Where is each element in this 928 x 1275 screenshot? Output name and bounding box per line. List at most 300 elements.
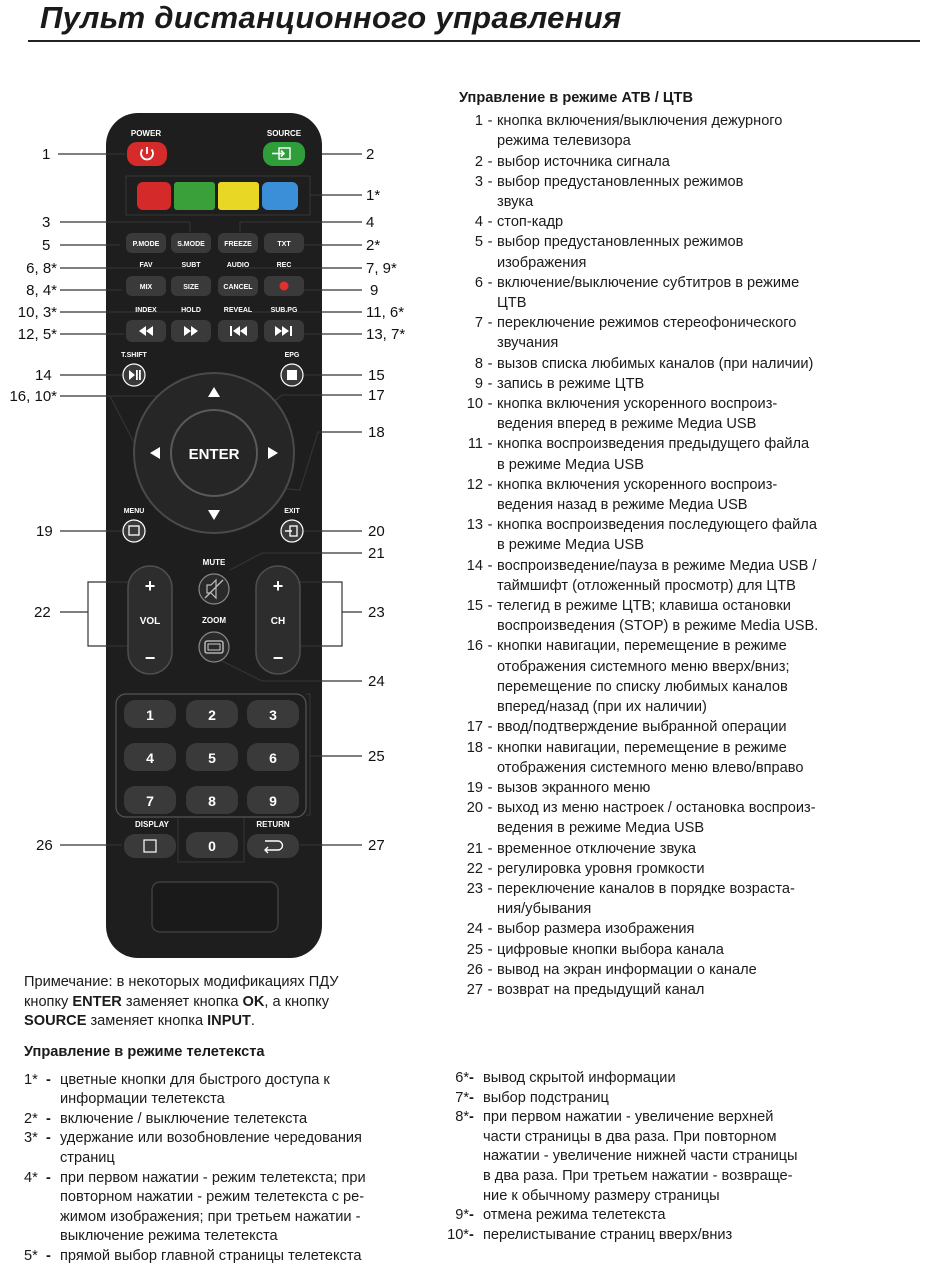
stop-icon xyxy=(287,370,297,380)
item-text xyxy=(497,212,919,232)
return-button[interactable] xyxy=(247,834,299,858)
item-dash: - xyxy=(487,981,493,998)
item-text xyxy=(497,313,919,353)
item-line: вывод на экран информации о канале xyxy=(497,961,757,978)
atv-dtv-heading: Управление в режиме АТВ / ЦТВ xyxy=(459,90,693,106)
item-dash: - xyxy=(487,173,493,190)
function-item xyxy=(459,980,919,1000)
item-dash: - xyxy=(487,315,493,332)
item-line: при первом нажатии - режим телетекста; при xyxy=(60,1169,366,1186)
callout-1: 1 xyxy=(42,146,51,163)
function-item xyxy=(459,636,919,717)
callout-2s: 2* xyxy=(366,237,381,254)
item-text xyxy=(60,1169,414,1247)
item-line: кнопки навигации, перемещение в режиме xyxy=(497,638,787,655)
cancel-label: CANCEL xyxy=(223,284,253,291)
item-text xyxy=(497,980,919,1000)
item-dash: - xyxy=(46,1130,51,1147)
digit-1-button[interactable] xyxy=(124,700,176,728)
item-line: ведения назад в режиме Медиа USB xyxy=(497,497,748,514)
item-line: кнопка воспроизведения предыдущего файла xyxy=(497,436,810,453)
item-number: 4* xyxy=(24,1169,38,1186)
item-line: в режиме Медиа USB xyxy=(497,456,644,473)
digit-3-label: 3 xyxy=(269,707,277,723)
item-number: 7 xyxy=(474,315,483,332)
rec-label: REC xyxy=(276,262,292,269)
item-text xyxy=(483,1069,879,1089)
item-text xyxy=(483,1206,879,1226)
item-number: 26 xyxy=(466,961,483,978)
digit-8-label: 8 xyxy=(208,793,216,809)
item-text xyxy=(497,596,919,636)
callout-5: 5 xyxy=(42,237,51,254)
item-line: стоп-кадр xyxy=(497,214,564,231)
item-text xyxy=(497,778,919,798)
function-item xyxy=(459,960,919,980)
item-number: 8* xyxy=(455,1109,469,1126)
item-dash: - xyxy=(487,274,493,291)
item-text xyxy=(60,1247,414,1267)
blue-key[interactable] xyxy=(262,182,298,210)
item-dash: - xyxy=(469,1070,474,1086)
item-dash: - xyxy=(487,941,493,958)
item-dash: - xyxy=(487,355,493,372)
item-text xyxy=(497,515,919,555)
item-line: включение/выключение субтитров в режиме xyxy=(497,274,800,291)
callout-9: 9 xyxy=(370,282,379,299)
function-item xyxy=(459,859,919,879)
red-key[interactable] xyxy=(137,182,171,210)
item-line: страниц xyxy=(60,1149,115,1166)
item-text xyxy=(497,273,919,313)
teletext-item xyxy=(24,1247,414,1267)
item-text xyxy=(483,1108,879,1206)
item-dash: - xyxy=(46,1169,51,1186)
page-title: Пульт дистанционного управления xyxy=(40,0,622,35)
callout-16-10: 16, 10* xyxy=(9,388,57,405)
volume-down-button[interactable]: − xyxy=(144,648,156,668)
zoom-button[interactable] xyxy=(199,632,229,662)
item-dash: - xyxy=(487,517,493,534)
callout-3: 3 xyxy=(42,214,51,231)
enter-label: ENTER xyxy=(188,446,240,463)
item-number: 6 xyxy=(474,274,483,291)
subpg-label: SUB.PG xyxy=(270,307,298,314)
item-number: 14 xyxy=(466,557,483,574)
item-line: в режиме Медиа USB xyxy=(497,537,644,554)
item-text xyxy=(497,556,919,596)
item-dash: - xyxy=(487,719,493,736)
item-dash: - xyxy=(487,113,493,130)
callout-22: 22 xyxy=(34,604,51,621)
exit-label: EXIT xyxy=(284,508,300,515)
item-number: 22 xyxy=(466,860,483,877)
callout-23: 23 xyxy=(368,604,385,621)
item-dash: - xyxy=(487,800,493,817)
function-item xyxy=(459,152,919,172)
item-text xyxy=(60,1071,414,1110)
txt-label: TXT xyxy=(277,241,291,248)
item-line: вызов списка любимых каналов (при наличии) xyxy=(497,355,814,372)
digit-0-button[interactable] xyxy=(186,832,238,858)
digit-4-label: 4 xyxy=(146,750,154,766)
item-text xyxy=(60,1110,414,1130)
teletext-heading: Управление в режиме телетекста xyxy=(24,1044,265,1060)
digit-2-label: 2 xyxy=(208,707,216,723)
function-item xyxy=(459,839,919,859)
item-number: 7* xyxy=(455,1089,469,1106)
digit-9-label: 9 xyxy=(269,793,277,809)
smode-label: S.MODE xyxy=(177,241,205,248)
item-line: цифровые кнопки выбора канала xyxy=(497,941,724,958)
item-dash: - xyxy=(46,1247,51,1264)
freeze-button[interactable] xyxy=(218,233,258,253)
menu-label: MENU xyxy=(123,508,145,515)
item-line: таймшифт (отложенный просмотр) для ЦТВ xyxy=(497,577,796,594)
item-text xyxy=(497,152,919,172)
item-dash: - xyxy=(487,557,493,574)
item-line: ЦТВ xyxy=(497,295,527,312)
item-line: выбор источника сигнала xyxy=(497,153,670,170)
freeze-label: FREEZE xyxy=(224,241,252,248)
item-number: 13 xyxy=(466,517,483,534)
item-number: 11 xyxy=(467,436,483,453)
callout-13-7: 13, 7* xyxy=(366,326,406,343)
item-line: кнопка включения ускоренного воспроиз- xyxy=(497,396,778,413)
note-line-1: Примечание: в некоторых модификациях ПДУ xyxy=(24,974,339,990)
callout-11-6: 11, 6* xyxy=(366,304,405,321)
return-label: RETURN xyxy=(256,820,290,829)
item-line: включение / выключение телетекста xyxy=(60,1110,308,1127)
digit-7-label: 7 xyxy=(146,793,154,809)
item-line: телегид в режиме ЦТВ; клавиша остановки xyxy=(497,598,791,615)
digit-8-button[interactable] xyxy=(186,786,238,814)
digit-7-button[interactable] xyxy=(124,786,176,814)
next-button[interactable] xyxy=(264,320,304,342)
digit-5-label: 5 xyxy=(208,750,216,766)
item-line: регулировка уровня громкости xyxy=(497,860,705,877)
item-line: выбор подстраниц xyxy=(483,1089,609,1106)
item-number: 3* xyxy=(24,1130,38,1147)
item-text xyxy=(60,1129,414,1168)
item-line: воспроизведения (STOP) в режиме Media USB. xyxy=(497,618,819,635)
note-line-3: SOURCE заменяет кнопка INPUT. xyxy=(24,1013,255,1029)
item-text xyxy=(497,960,919,980)
function-item xyxy=(459,232,919,272)
smode-button[interactable] xyxy=(171,233,211,253)
cancel-button[interactable] xyxy=(218,276,258,296)
callout-17: 17 xyxy=(368,387,385,404)
item-number: 16 xyxy=(466,638,483,655)
callout-4: 4 xyxy=(366,214,375,231)
digit-2-button[interactable] xyxy=(186,700,238,728)
item-line: возврат на предыдущий канал xyxy=(497,981,705,998)
rewind-button[interactable] xyxy=(126,320,166,342)
item-number: 5* xyxy=(24,1247,38,1264)
callout-25: 25 xyxy=(368,748,385,765)
title-divider xyxy=(28,40,920,42)
teletext-item xyxy=(439,1108,879,1206)
item-number: 9* xyxy=(455,1207,469,1224)
item-number: 19 xyxy=(466,779,483,796)
mix-label: MIX xyxy=(139,284,153,291)
power-label: POWER xyxy=(130,129,162,138)
item-text xyxy=(497,354,919,374)
txt-button[interactable] xyxy=(264,233,304,253)
item-number: 25 xyxy=(466,941,483,958)
digit-5-button[interactable] xyxy=(186,743,238,771)
item-number: 27 xyxy=(466,981,483,998)
item-number: 3 xyxy=(474,173,483,190)
item-line: переключение каналов в порядке возраста- xyxy=(497,880,795,897)
function-item xyxy=(459,717,919,737)
digit-9-button[interactable] xyxy=(247,786,299,814)
item-text xyxy=(497,919,919,939)
size-button[interactable] xyxy=(171,276,211,296)
item-dash: - xyxy=(487,375,493,392)
ir-window xyxy=(152,882,278,932)
item-line: воспроизведение/пауза в режиме Медиа USB / xyxy=(497,557,817,574)
item-line: отмена режима телетекста xyxy=(483,1207,666,1224)
teletext-item xyxy=(24,1110,414,1130)
mute-label: MUTE xyxy=(202,558,226,567)
callout-15: 15 xyxy=(368,367,385,384)
function-item xyxy=(459,212,919,232)
epg-label: EPG xyxy=(284,352,300,359)
item-line: кнопки навигации, перемещение в режиме xyxy=(497,739,787,756)
item-line: ние к обычному размеру страницы xyxy=(483,1187,720,1204)
tshift-label: T.SHIFT xyxy=(121,352,147,359)
function-item xyxy=(459,475,919,515)
function-item xyxy=(459,596,919,636)
teletext-left-list xyxy=(24,1071,414,1267)
subt-label: SUBT xyxy=(181,262,201,269)
function-item xyxy=(459,394,919,434)
item-dash: - xyxy=(46,1110,51,1127)
pmode-button[interactable] xyxy=(126,233,166,253)
item-dash: - xyxy=(487,396,493,413)
callout-20: 20 xyxy=(368,523,385,540)
item-line: удержание или возобновление чередования xyxy=(60,1130,362,1147)
function-item xyxy=(459,515,919,555)
volume-up-button[interactable]: + xyxy=(144,576,156,596)
note-line-2: кнопку ENTER заменяет кнопка OK, а кнопку xyxy=(24,993,330,1010)
item-number: 20 xyxy=(466,800,483,817)
display-button[interactable] xyxy=(124,834,176,858)
note xyxy=(24,973,414,1032)
item-text xyxy=(497,111,919,151)
record-icon xyxy=(280,282,289,291)
digit-1-label: 1 xyxy=(146,707,154,723)
item-dash: - xyxy=(487,840,493,857)
item-dash: - xyxy=(487,153,493,170)
function-item xyxy=(459,919,919,939)
item-text xyxy=(497,172,919,212)
item-number: 4 xyxy=(474,214,483,231)
callout-14: 14 xyxy=(35,367,52,384)
vol-label: VOL xyxy=(139,616,161,627)
item-line: звучания xyxy=(497,335,559,352)
function-item xyxy=(459,374,919,394)
item-number: 18 xyxy=(466,739,483,756)
remote-diagram xyxy=(0,60,430,970)
item-line: части страницы в два раза. При повторном xyxy=(483,1128,777,1145)
item-number: 21 xyxy=(466,840,483,857)
fast-forward-button[interactable] xyxy=(171,320,211,342)
display-label: DISPLAY xyxy=(135,820,169,829)
item-line: переключение режимов стереофонического xyxy=(497,315,797,332)
item-dash: - xyxy=(487,214,493,231)
item-number: 1 xyxy=(474,113,483,130)
pmode-label: P.MODE xyxy=(132,241,160,248)
item-text xyxy=(497,475,919,515)
item-line: выключение режима телетекста xyxy=(60,1228,278,1245)
item-line: ведения в режиме Медиа USB xyxy=(497,820,705,837)
item-number: 8 xyxy=(474,355,483,372)
function-item xyxy=(459,798,919,838)
channel-down-button[interactable]: − xyxy=(272,648,284,668)
mix-button[interactable] xyxy=(126,276,166,296)
item-line: в два раза. При третьем нажатии - возвраще- xyxy=(483,1167,793,1184)
callout-10-3: 10, 3* xyxy=(17,304,57,321)
item-line: кнопка включения ускоренного воспроиз- xyxy=(497,476,778,493)
item-line: ведения вперед в режиме Медиа USB xyxy=(497,416,757,433)
channel-up-button[interactable]: + xyxy=(272,576,284,596)
callout-27: 27 xyxy=(368,837,385,854)
item-text xyxy=(497,394,919,434)
function-item xyxy=(459,111,919,151)
item-number: 9 xyxy=(474,375,483,392)
item-text xyxy=(497,717,919,737)
item-line: повторном нажатии - режим телетекста с ре- xyxy=(60,1189,365,1206)
item-line: перемещение по списку любимых каналов xyxy=(497,678,788,695)
atv-dtv-section xyxy=(459,88,919,1000)
item-line: выбор размера изображения xyxy=(497,921,695,938)
function-item xyxy=(459,556,919,596)
item-dash: - xyxy=(469,1226,474,1243)
item-line: информации телетекста xyxy=(60,1091,225,1108)
zoom-label: ZOOM xyxy=(202,616,226,625)
item-text xyxy=(497,636,919,717)
item-dash: - xyxy=(487,921,493,938)
digit-6-button[interactable] xyxy=(247,743,299,771)
hold-label: HOLD xyxy=(181,307,201,314)
item-text xyxy=(483,1226,879,1246)
item-line: изображения xyxy=(497,254,587,271)
item-line: прямой выбор главной страницы телетекста xyxy=(60,1247,362,1264)
item-dash: - xyxy=(469,1109,474,1126)
item-dash: - xyxy=(46,1071,51,1088)
item-text xyxy=(497,839,919,859)
item-line: отображения системного меню влево/вправо xyxy=(497,759,804,776)
callout-7-9: 7, 9* xyxy=(366,260,397,277)
teletext-left xyxy=(24,1043,414,1267)
item-text xyxy=(497,940,919,960)
item-number: 12 xyxy=(466,476,483,493)
item-dash: - xyxy=(487,961,493,978)
item-line: запись в режиме ЦТВ xyxy=(497,375,645,392)
item-line: при первом нажатии - увеличение верхней xyxy=(483,1109,774,1126)
item-line: кнопка включения/выключения дежурного xyxy=(497,113,783,130)
item-dash: - xyxy=(487,476,493,493)
function-item xyxy=(459,434,919,474)
yellow-key[interactable] xyxy=(218,182,259,210)
teletext-item xyxy=(439,1226,879,1246)
teletext-right-list xyxy=(439,1069,879,1245)
item-line: выбор предустановленных режимов xyxy=(497,173,744,190)
item-dash: - xyxy=(487,598,493,615)
function-item xyxy=(459,313,919,353)
callout-18: 18 xyxy=(368,424,385,441)
function-item xyxy=(459,738,919,778)
item-number: 1* xyxy=(24,1071,38,1088)
digit-3-button[interactable] xyxy=(247,700,299,728)
green-key[interactable] xyxy=(174,182,215,210)
item-line: отображения системного меню вверх/вниз; xyxy=(497,658,790,675)
function-item xyxy=(459,172,919,212)
item-number: 10* xyxy=(447,1226,469,1243)
item-line: вперед/назад (при их наличии) xyxy=(497,699,707,716)
item-line: ния/убывания xyxy=(497,901,592,918)
item-text xyxy=(497,374,919,394)
reveal-label: REVEAL xyxy=(223,307,253,314)
item-number: 15 xyxy=(466,598,483,615)
atv-dtv-list xyxy=(459,111,919,1000)
teletext-item xyxy=(24,1129,414,1168)
item-dash: - xyxy=(487,638,493,655)
callout-26: 26 xyxy=(36,837,53,854)
fav-label: FAV xyxy=(139,262,153,269)
item-text xyxy=(497,232,919,272)
callout-12-5: 12, 5* xyxy=(17,326,57,343)
item-number: 23 xyxy=(466,880,483,897)
digit-0-label: 0 xyxy=(208,838,216,854)
menu-button[interactable] xyxy=(123,520,145,542)
item-text xyxy=(483,1089,879,1109)
ch-label: CH xyxy=(270,616,286,627)
item-number: 24 xyxy=(466,921,483,938)
function-item xyxy=(459,778,919,798)
rec-button[interactable] xyxy=(264,276,304,296)
function-item xyxy=(459,354,919,374)
item-line: вызов экранного меню xyxy=(497,779,651,796)
item-text xyxy=(497,859,919,879)
teletext-right xyxy=(439,1069,879,1245)
function-item xyxy=(459,879,919,919)
item-number: 6* xyxy=(455,1070,469,1086)
item-dash: - xyxy=(469,1207,474,1224)
item-line: нажатии - увеличение нижней части страницы xyxy=(483,1148,798,1165)
source-label: SOURCE xyxy=(266,129,302,138)
item-dash: - xyxy=(487,739,493,756)
item-line: режима телевизора xyxy=(497,133,631,150)
previous-button[interactable] xyxy=(218,320,258,342)
item-number: 17 xyxy=(466,719,483,736)
item-number: 2* xyxy=(24,1110,38,1127)
size-label: SIZE xyxy=(183,284,199,291)
digit-4-button[interactable] xyxy=(124,743,176,771)
item-number: 10 xyxy=(466,396,483,413)
item-line: ввод/подтверждение выбранной операции xyxy=(497,719,787,736)
index-label: INDEX xyxy=(135,307,157,314)
item-line: временное отключение звука xyxy=(497,840,697,857)
item-line: жимом изображения; при третьем нажатии - xyxy=(60,1208,361,1225)
digit-6-label: 6 xyxy=(269,750,277,766)
item-line: перелистывание страниц вверх/вниз xyxy=(483,1226,733,1243)
callout-24: 24 xyxy=(368,673,385,690)
item-dash: - xyxy=(487,860,493,877)
teletext-item xyxy=(24,1169,414,1247)
